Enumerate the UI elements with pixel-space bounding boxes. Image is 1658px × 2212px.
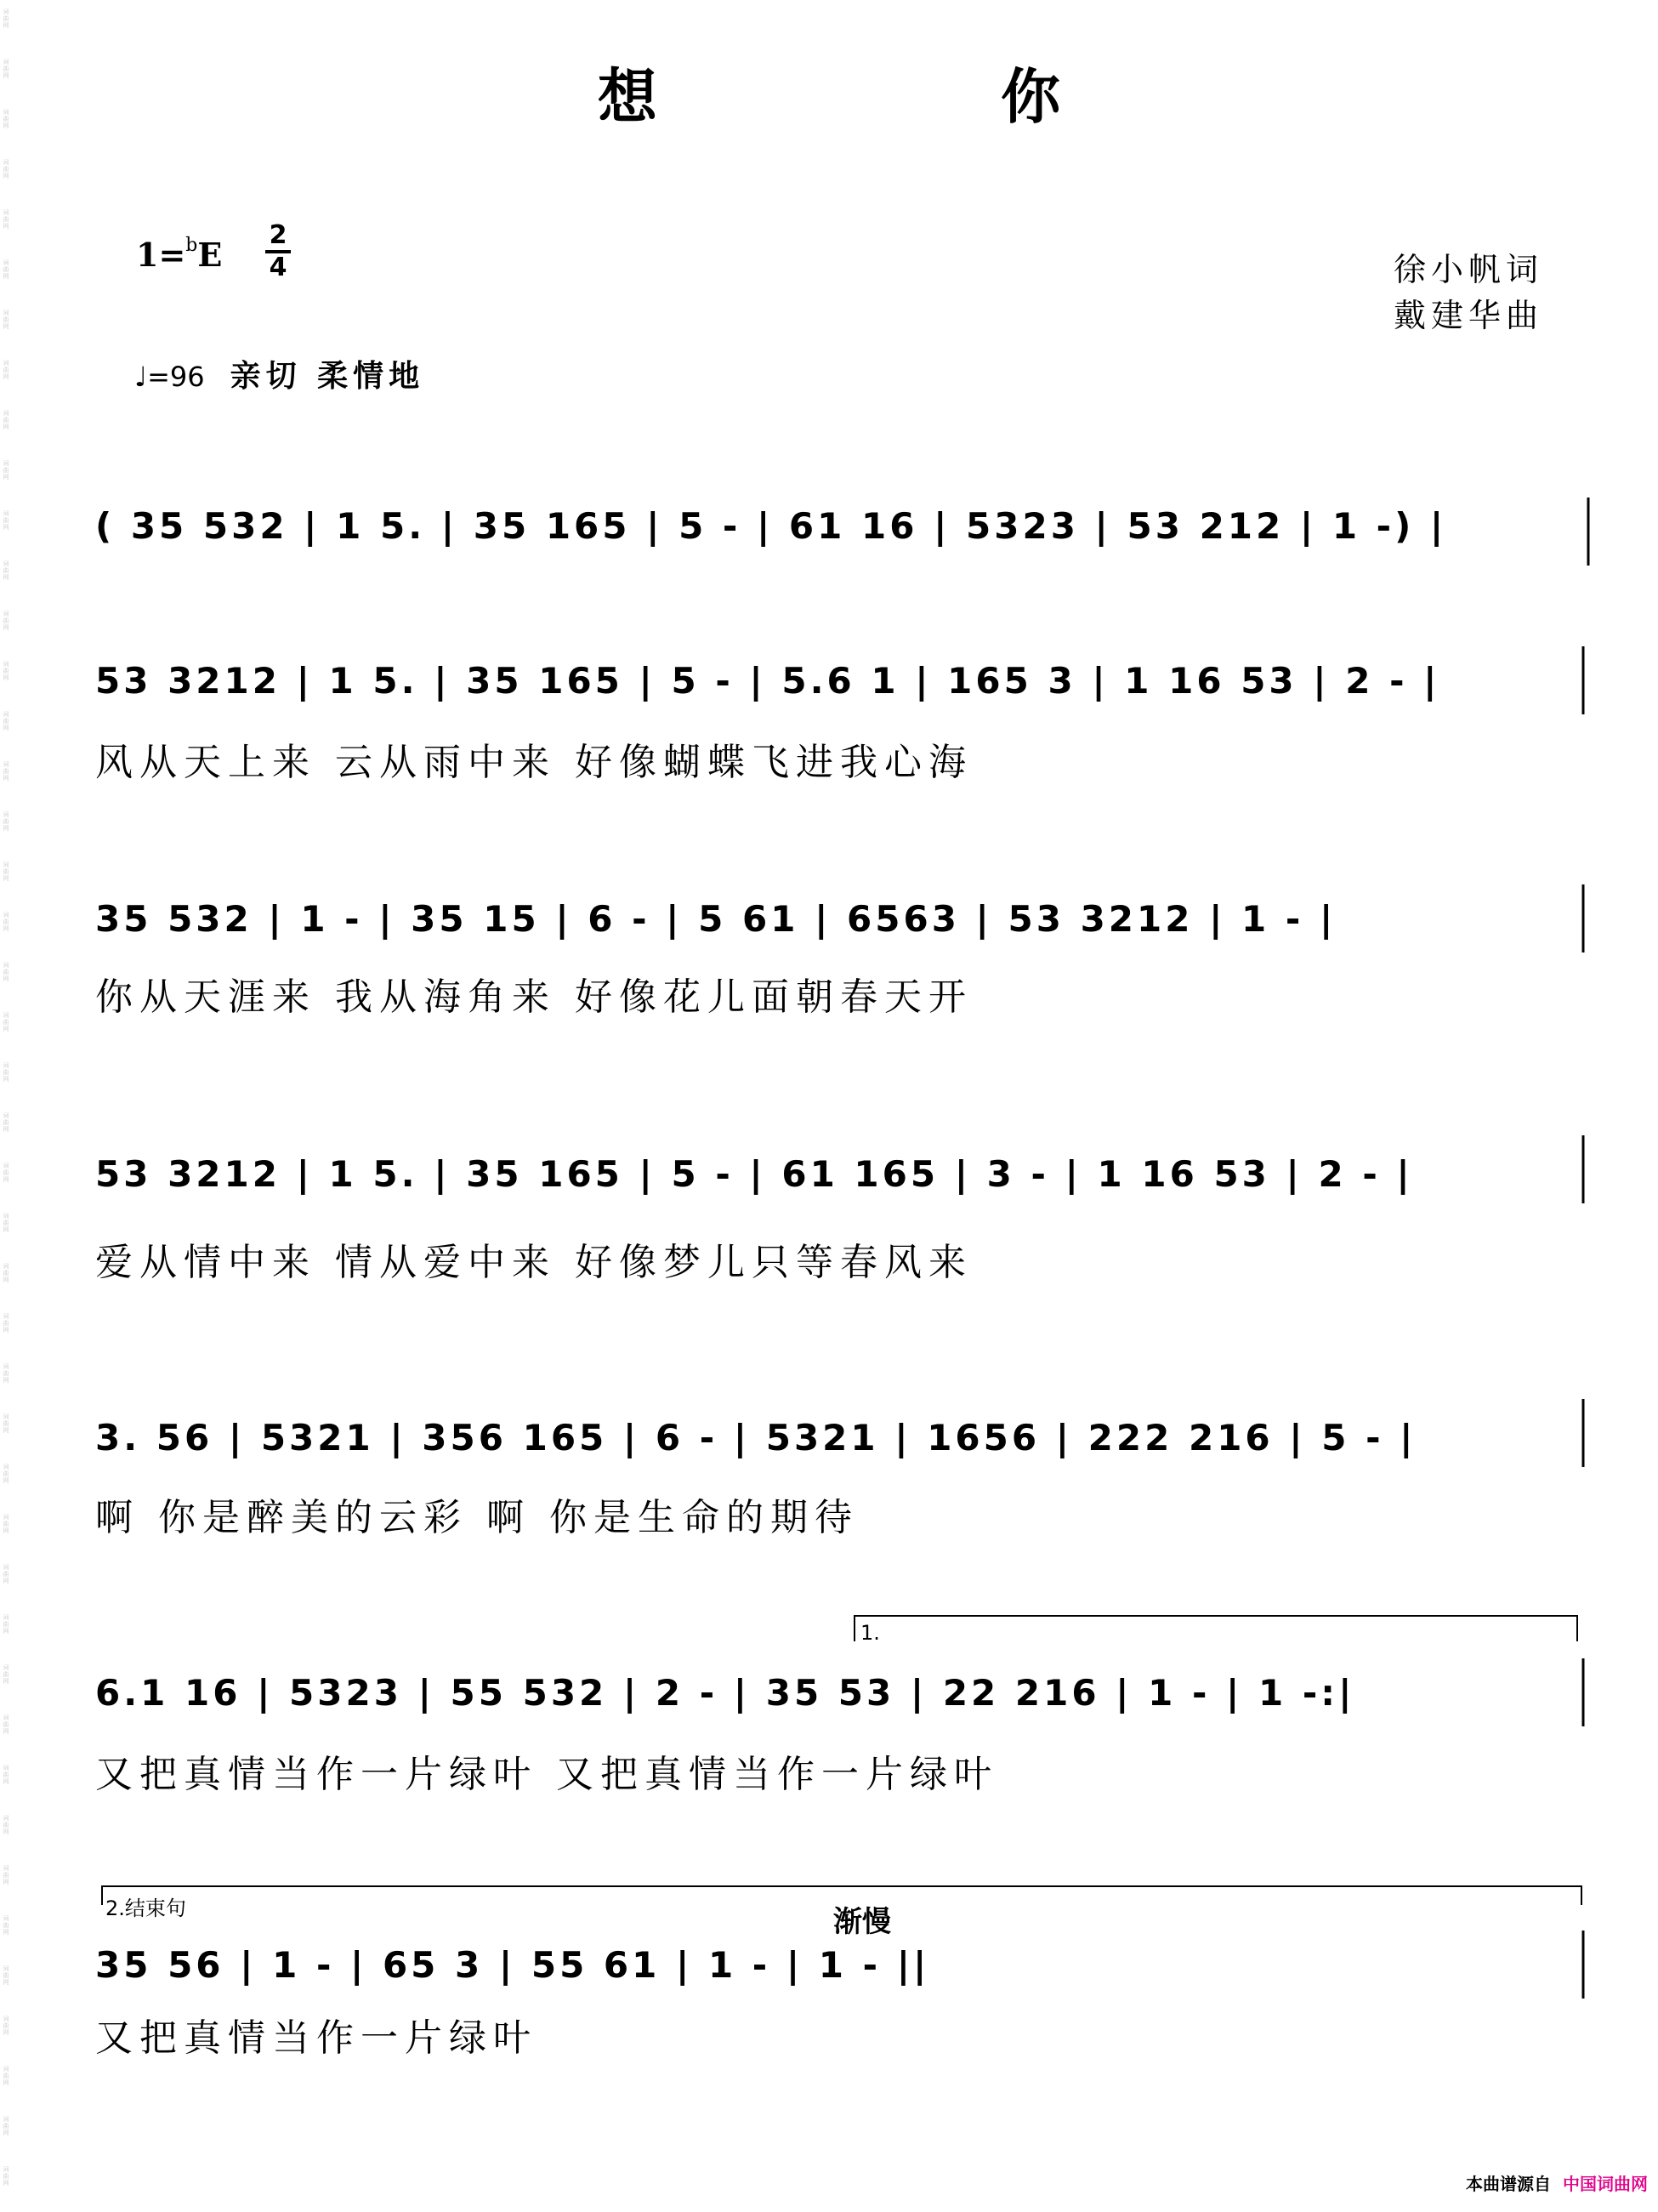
tempo-bpm: ♩=96 (134, 361, 205, 393)
watermark-mark: 词 曲 网 (3, 560, 9, 581)
watermark-mark: 词 曲 网 (3, 1464, 9, 1484)
notation-row-3: 35 532 | 1 - | 35 15 | 6 - | 5 61 | 6563 | 53 3212 | 1 - | (95, 898, 1337, 940)
watermark-mark: 词 曲 网 (3, 9, 9, 29)
watermark-mark: 词 曲 网 (3, 410, 9, 430)
source-site-link[interactable]: 中国词曲网 (1563, 2174, 1648, 2194)
lyrics-row-7: 又把真情当作一片绿叶 (95, 2016, 537, 2060)
song-title: 想 你 (597, 62, 1223, 132)
watermark-mark: 词 曲 网 (3, 1313, 9, 1333)
composer-credit: 戴建华曲 (1393, 297, 1543, 334)
notation-row-4: 53 3212 | 1 5. | 35 165 | 5 - | 61 165 | 3 - | 1 16 53 | 2 - | (95, 1153, 1413, 1195)
watermark-mark: 词 曲 网 (3, 1012, 9, 1032)
watermark-mark: 词 曲 网 (3, 310, 9, 330)
watermark-mark: 词 曲 网 (3, 59, 9, 79)
watermark-mark: 词 曲 网 (3, 2016, 9, 2036)
lyrics-row-6: 又把真情当作一片绿叶 又把真情当作一片绿叶 (95, 1753, 998, 1796)
watermark-mark: 词 曲 网 (3, 1765, 9, 1785)
watermark-mark: 词 曲 网 (3, 159, 9, 179)
watermark-mark: 词 曲 网 (3, 861, 9, 882)
watermark-mark: 词 曲 网 (3, 2066, 9, 2086)
watermark-mark: 词 曲 网 (3, 510, 9, 531)
watermark-mark: 词 曲 网 (3, 1163, 9, 1183)
watermark-mark: 词 曲 网 (3, 1363, 9, 1384)
tempo-expression: 亲切 柔情地 (230, 359, 425, 394)
lyrics-row-5: 啊 你是醉美的云彩 啊 你是生命的期待 (95, 1496, 859, 1539)
watermark-mark: 词 曲 网 (3, 1614, 9, 1635)
watermark-mark: 词 曲 网 (3, 1865, 9, 1885)
watermark-mark: 词 曲 网 (3, 1062, 9, 1083)
watermark-mark: 词 曲 网 (3, 711, 9, 731)
watermark-mark: 词 曲 网 (3, 1213, 9, 1233)
notation-row-2: 53 3212 | 1 5. | 35 165 | 5 - | 5.6 1 | 165 3 | 1 16 53 | 2 - | (95, 660, 1440, 702)
lyrics-row-4: 爱从情中来 情从爱中来 好像梦儿只等春风来 (95, 1241, 973, 1284)
notation-row-7: 35 56 | 1 - | 65 3 | 55 61 | 1 - | 1 - || (95, 1944, 930, 1986)
watermark-mark: 词 曲 网 (3, 1714, 9, 1735)
watermark-mark: 词 曲 网 (3, 360, 9, 380)
volta-two-label: 2.结束句 (105, 1896, 186, 1920)
watermark-mark: 词 曲 网 (3, 912, 9, 932)
watermark-mark: 词 曲 网 (3, 1112, 9, 1133)
source-footer (1466, 2170, 1648, 2195)
watermark-mark: 词 曲 网 (3, 1413, 9, 1434)
watermark-mark: 词 曲 网 (3, 1514, 9, 1534)
watermark-mark: 词 曲 网 (3, 259, 9, 280)
lyrics-row-2: 风从天上来 云从雨中来 好像蝴蝶飞进我心海 (95, 741, 973, 784)
volta-one-label: 1. (860, 1621, 880, 1645)
tempo-change-label: 渐慢 (833, 1905, 891, 1939)
time-signature-top: 2 (269, 220, 287, 250)
watermark-mark: 词 曲 网 (3, 1965, 9, 1986)
notation-row-5: 3. 56 | 5321 | 356 165 | 6 - | 5321 | 1656 | 222 216 | 5 - | (95, 1417, 1417, 1459)
watermark-mark: 词 曲 网 (3, 1263, 9, 1283)
watermark-mark: 词 曲 网 (3, 611, 9, 631)
watermark-mark: 词 曲 网 (3, 2116, 9, 2136)
notation-row-6: 6.1 16 | 5323 | 55 532 | 2 - | 35 53 | 22 216 | 1 - | 1 -:| (95, 1672, 1355, 1714)
watermark-mark: 词 曲 网 (3, 962, 9, 982)
watermark-mark: 词 曲 网 (3, 1915, 9, 1936)
watermark-mark: 词 曲 网 (3, 1564, 9, 1584)
watermark-mark: 词 曲 网 (3, 209, 9, 230)
watermark-mark: 词 曲 网 (3, 1664, 9, 1685)
watermark-mark: 词 曲 网 (3, 1815, 9, 1835)
watermark-mark: 词 曲 网 (3, 109, 9, 129)
key-signature: 1=$^b$E (136, 235, 223, 274)
time-signature-bottom: 4 (269, 253, 287, 282)
watermark-mark: 词 曲 网 (3, 661, 9, 681)
watermark-mark: 词 曲 网 (3, 460, 9, 480)
watermark-mark: 词 曲 网 (3, 761, 9, 782)
source-label: 本曲谱源自 (1466, 2174, 1551, 2194)
watermark-mark: 词 曲 网 (3, 2166, 9, 2186)
notation-row-1: ( 35 532 | 1 5. | 35 165 | 5 - | 61 16 | 5323 | 53 212 | 1 -) | (95, 505, 1447, 547)
lyricist-credit: 徐小帆词 (1393, 251, 1543, 288)
lyrics-row-3: 你从天涯来 我从海角来 好像花儿面朝春天开 (95, 975, 973, 1019)
watermark-mark: 词 曲 网 (3, 811, 9, 832)
